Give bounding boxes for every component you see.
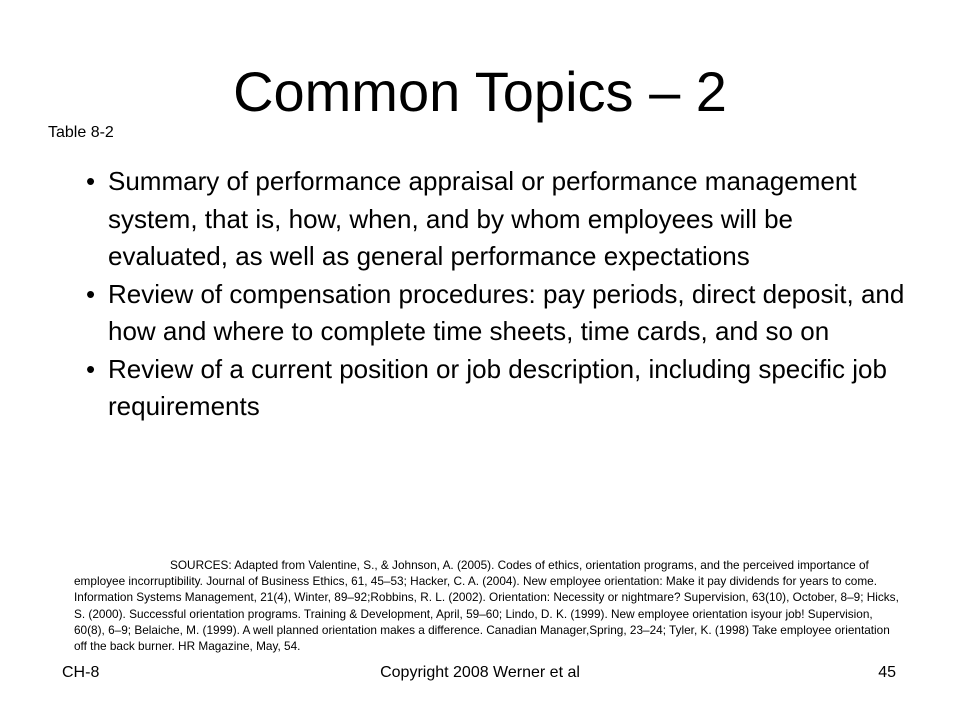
bullet-item [86,351,906,426]
bullet-text: Review of a current position or job description, including specific job requirements [108,353,887,421]
slide-title: Common Topics – 2 [233,60,727,123]
footer-copyright: Copyright 2008 Werner et al [380,664,580,681]
bullet-dot-icon: • [86,166,96,196]
bullet-text: Summary of performance appraisal or performance management system, that is, how, when, and by whom employees will be evaluated, as well as general performance expectations [108,166,857,271]
bullet-text: Review of compensation procedures: pay periods, direct deposit, and how and where to complete time sheets, time cards, and so on [108,278,905,346]
bullet-dot-icon: • [86,278,96,309]
bullet-dot-icon: • [86,353,96,384]
sources-text: SOURCES: Adapted from Valentine, S., & Johnson, A. (2005). Codes of ethics, orientation programs, and the perceived importance of employee incorruptibility. Journal of Business Ethics, 61, 45–53; Hacker, C. A. (2004). New employee orientation: Make it pay dividends for years to come. Information Systems Management, 21(4), Winter, 89–92;Robbins, R. L. (2002). Orientation: Necessity or nightmare? Supervision, 63(10), October, 8–9; Hicks, S. (2000). Successful orientation programs. Training & Development, April, 59–60; Lindo, D. K. (1999). New employee orientation isyour job! Supervision, 60(8), 6–9; Belaiche, M. (1999). A well planned orientation makes a difference. Canadian Manager,Spring, 23–24; Tyler, K. (1998) Take employee orientation off the back burner. HR Magazine, May, 54. [74,558,899,654]
bullet-item [86,163,906,276]
bullet-item [86,276,906,351]
footer-chapter: CH-8 [62,664,100,681]
table-label: Table 8-2 [48,124,114,141]
bullet-list [86,163,906,426]
footer-page-number: 45 [878,664,896,681]
sources-citation [74,557,904,654]
